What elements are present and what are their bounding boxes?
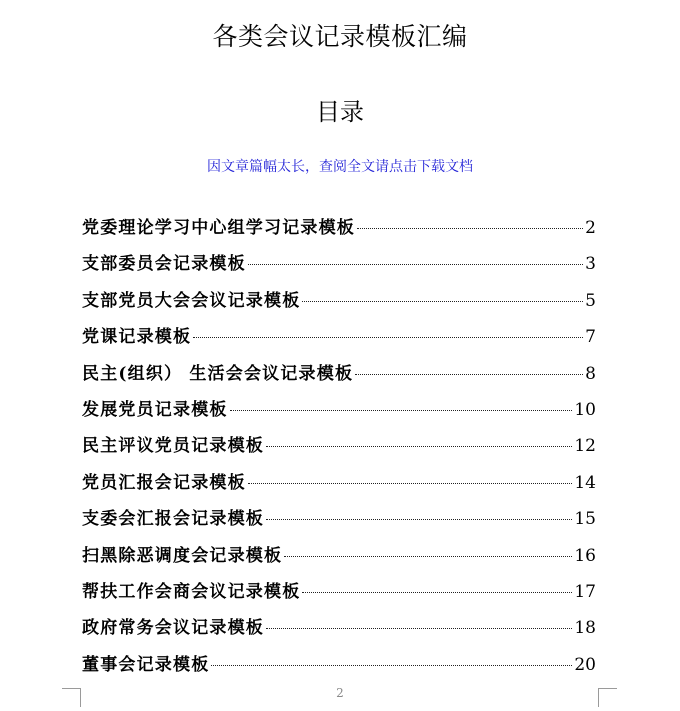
toc-dot-leader — [248, 483, 573, 484]
toc-entry-label: 党课记录模板 — [82, 327, 192, 348]
toc-entry-label: 支部委员会记录模板 — [82, 254, 246, 275]
toc-entry[interactable] — [82, 359, 596, 395]
toc-dot-leader — [248, 264, 583, 265]
toc-entry[interactable] — [82, 249, 596, 285]
toc-entry[interactable] — [82, 431, 596, 467]
toc-entry-page: 5 — [585, 290, 596, 311]
toc-entry[interactable] — [82, 541, 596, 577]
toc-entry[interactable] — [82, 286, 596, 322]
toc-entry-label: 政府常务会议记录模板 — [82, 618, 264, 639]
toc-entry-page: 17 — [574, 581, 596, 602]
toc-dot-leader — [266, 628, 572, 629]
toc-entry-label: 支委会汇报会记录模板 — [82, 509, 264, 530]
toc-heading: 目录 — [316, 98, 364, 126]
toc-dot-leader — [355, 374, 583, 375]
toc-dot-leader — [230, 410, 573, 411]
toc-entry-label: 民主评议党员记录模板 — [82, 436, 264, 457]
toc-dot-leader — [284, 556, 572, 557]
document-title: 各类会议记录模板汇编 — [212, 22, 468, 51]
toc-dot-leader — [211, 665, 572, 666]
toc-entry[interactable] — [82, 395, 596, 431]
toc-entry[interactable] — [82, 213, 596, 249]
toc-dot-leader — [302, 592, 572, 593]
toc-entry-page: 12 — [574, 436, 596, 457]
toc-entry-page: 7 — [585, 327, 596, 348]
toc-entry-label: 党委理论学习中心组学习记录模板 — [82, 218, 355, 238]
toc-dot-leader — [266, 446, 572, 447]
toc-dot-leader — [266, 519, 572, 520]
toc-entry-label: 帮扶工作会商会议记录模板 — [82, 581, 301, 602]
toc-entry-page: 20 — [574, 654, 596, 675]
toc-entry-label: 党员汇报会记录模板 — [82, 472, 246, 493]
toc-entry-page: 8 — [585, 363, 596, 384]
toc-entry-page: 16 — [574, 545, 596, 566]
toc-entry-page: 2 — [585, 218, 596, 238]
toc-entry-page: 15 — [574, 509, 596, 530]
toc-entry-label: 董事会记录模板 — [82, 654, 210, 675]
toc-entry-page: 10 — [574, 399, 596, 420]
toc-entry-label: 民主(组织） 生活会会议记录模板 — [82, 363, 354, 384]
toc-entry[interactable] — [82, 468, 596, 504]
toc-entry-page: 3 — [585, 254, 596, 275]
toc-dot-leader — [357, 228, 583, 229]
toc-entry-page: 18 — [574, 618, 596, 639]
toc-dot-leader — [302, 301, 583, 302]
toc-entry-label: 扫黑除恶调度会记录模板 — [82, 545, 283, 566]
toc-entry[interactable] — [82, 504, 596, 540]
toc-entry[interactable] — [82, 613, 596, 649]
download-notice-link[interactable]: 因文章篇幅太长，查阅全文请点击下载文档 — [207, 159, 473, 175]
toc-entry[interactable] — [82, 650, 596, 686]
toc-entry-label: 支部党员大会会议记录模板 — [82, 290, 301, 311]
toc-dot-leader — [193, 337, 583, 338]
table-of-contents — [82, 213, 596, 686]
toc-entry-label: 发展党员记录模板 — [82, 399, 228, 420]
toc-entry[interactable] — [82, 577, 596, 613]
toc-entry-page: 14 — [574, 472, 596, 493]
toc-entry[interactable] — [82, 322, 596, 358]
footer-page-number: 2 — [336, 686, 344, 700]
